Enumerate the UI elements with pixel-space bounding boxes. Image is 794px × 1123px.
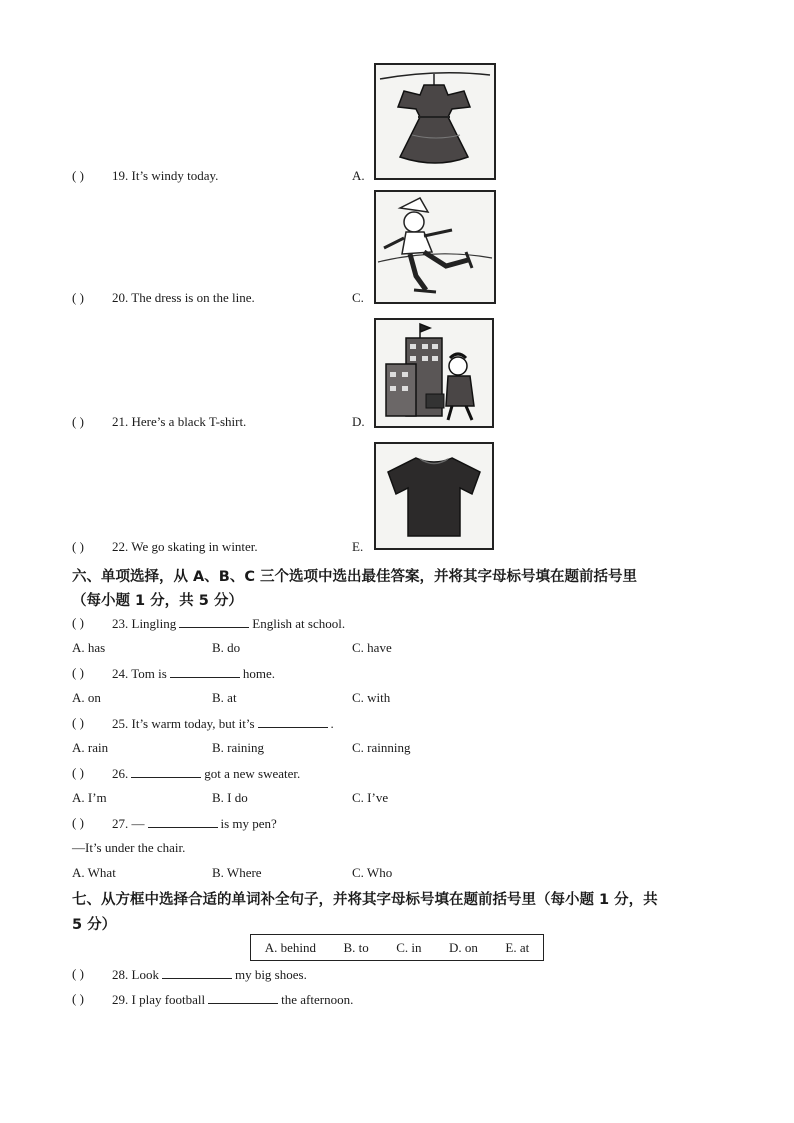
question-text-start: 29. I play football	[112, 992, 206, 1007]
answer-blank[interactable]	[208, 991, 278, 1004]
dress-on-line-icon	[374, 63, 496, 180]
option-letter: A.	[352, 168, 365, 183]
answer-blank[interactable]	[162, 966, 232, 979]
question-text-end: .	[330, 716, 334, 731]
option-c: C. with	[352, 690, 391, 705]
section-6-heading-line-2: （每小题 1 分，共 5 分）	[72, 593, 243, 609]
question-text-start: 25. It’s warm today, but it’s	[112, 716, 255, 731]
option-b: B. do	[212, 640, 241, 655]
option-b: B. at	[212, 690, 237, 705]
child-with-bag-at-school-icon	[374, 318, 494, 428]
question-text	[112, 665, 275, 682]
question-text-start: 23. Lingling	[112, 616, 177, 631]
question-text	[112, 715, 334, 732]
question-text	[112, 815, 277, 832]
option-a: A. on	[72, 690, 101, 705]
option-b: B. I do	[212, 790, 248, 805]
option-letter: C.	[352, 290, 364, 305]
section-7-heading: 七、从方框中选择合适的单词补全句子，并将其字母标号填在题前括号里（每小题 1 分，共	[72, 892, 658, 908]
option-letter: D.	[352, 414, 365, 429]
question-text	[112, 765, 300, 782]
section-7-heading-line-2: 5 分）	[72, 917, 117, 933]
question-text-end: got a new sweater.	[204, 766, 301, 781]
word-option-a: A. behind	[264, 939, 317, 955]
word-bank-box	[250, 934, 544, 961]
question-text-start: 27. —	[112, 816, 145, 831]
option-letter: E.	[352, 539, 364, 554]
answer-blank[interactable]	[170, 665, 240, 678]
word-option-d: D. on	[449, 939, 478, 955]
word-option-e: E. at	[505, 939, 530, 955]
answer-paren[interactable]: ( )	[72, 539, 84, 554]
question-text-start: 24. Tom is	[112, 666, 167, 681]
question-text: 20. The dress is on the line.	[112, 290, 255, 305]
answer-paren[interactable]: ( )	[72, 414, 84, 429]
option-b: B. raining	[212, 740, 264, 755]
question-text-start: 26.	[112, 766, 129, 781]
option-a: A. What	[72, 865, 116, 880]
option-a: A. rain	[72, 740, 109, 755]
question-text-start: 28. Look	[112, 967, 159, 982]
question-text-end: home.	[242, 666, 275, 681]
option-a: A. I’m	[72, 790, 107, 805]
t-shirt-icon	[374, 442, 494, 550]
question-text: 19. It’s windy today.	[112, 168, 219, 183]
option-c: C. rainning	[352, 740, 411, 755]
question-text	[112, 966, 307, 983]
option-c: C. Who	[352, 865, 393, 880]
answer-paren[interactable]: ( )	[72, 815, 84, 830]
question-text	[112, 615, 345, 632]
answer-paren[interactable]: ( )	[72, 765, 84, 780]
question-text: 22. We go skating in winter.	[112, 539, 258, 554]
option-a: A. has	[72, 640, 106, 655]
section-6-heading: 六、单项选择，从 A、B、C 三个选项中选出最佳答案，并将其字母标号填在题前括号里	[72, 569, 638, 585]
word-option-b: B. to	[343, 939, 369, 955]
answer-paren[interactable]: ( )	[72, 168, 84, 183]
option-c: C. I’ve	[352, 790, 389, 805]
word-option-c: C. in	[396, 939, 422, 955]
skater-icon	[374, 190, 496, 304]
dialogue-answer: —It’s under the chair.	[72, 840, 186, 855]
question-text-end: my big shoes.	[234, 967, 307, 982]
answer-blank[interactable]	[131, 765, 201, 778]
answer-paren[interactable]: ( )	[72, 715, 84, 730]
answer-paren[interactable]: ( )	[72, 966, 84, 981]
answer-blank[interactable]	[148, 815, 218, 828]
question-text: 21. Here’s a black T-shirt.	[112, 414, 247, 429]
question-text-end: the afternoon.	[281, 992, 354, 1007]
question-text-end: is my pen?	[220, 816, 277, 831]
answer-paren[interactable]: ( )	[72, 615, 84, 630]
answer-paren[interactable]: ( )	[72, 991, 84, 1006]
question-text	[112, 991, 353, 1008]
answer-blank[interactable]	[258, 715, 328, 728]
option-b: B. Where	[212, 865, 262, 880]
answer-paren[interactable]: ( )	[72, 290, 84, 305]
answer-paren[interactable]: ( )	[72, 665, 84, 680]
answer-blank[interactable]	[179, 615, 249, 628]
option-c: C. have	[352, 640, 392, 655]
question-text-end: English at school.	[252, 616, 346, 631]
